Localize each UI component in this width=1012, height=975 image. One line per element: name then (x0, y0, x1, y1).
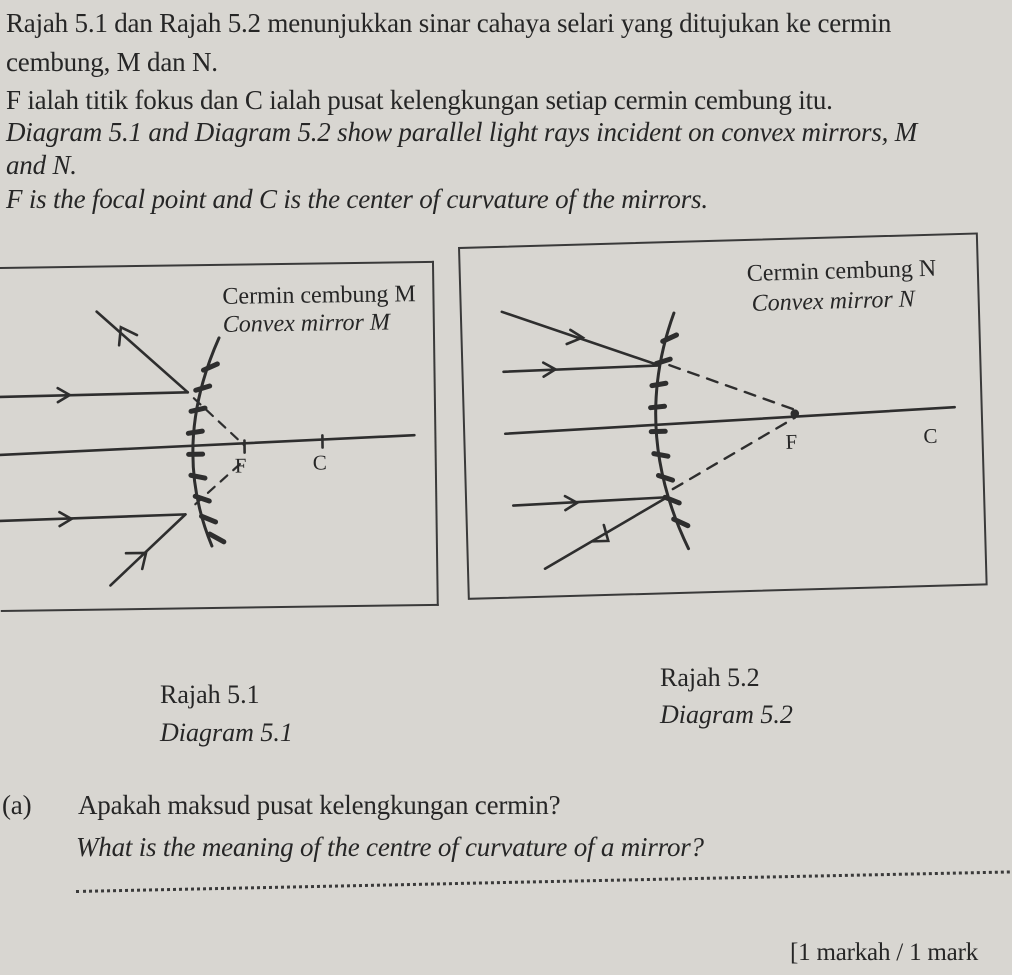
incident-ray-top (0, 392, 188, 397)
diagram-5-2-caption-english: Diagram 5.2 (660, 700, 793, 729)
virtual-ray-top (669, 362, 794, 413)
mirror-m-subtitle: Convex mirror M (222, 309, 391, 338)
answer-line[interactable] (76, 870, 1012, 893)
virtual-ray-bottom (671, 418, 797, 489)
intro-english-line-2: and N. (6, 150, 77, 180)
diagram-5-2-frame (458, 232, 988, 599)
intro-english-line-3: F is the focal point and C is the center of curvature of the mirrors. (6, 184, 708, 214)
reflected-ray-bottom (109, 514, 186, 585)
center-of-curvature-label-n: C (923, 423, 938, 449)
mirror-n-subtitle: Convex mirror N (751, 286, 916, 317)
focal-point-mark (792, 411, 798, 417)
virtual-ray-top (194, 398, 245, 447)
diagram-5-1-frame (0, 261, 439, 612)
incident-ray-bottom (513, 497, 667, 505)
mirror-n-title: Cermin cembung N (746, 255, 937, 287)
intro-malay-line-3: F ialah titik fokus dan C ialah pusat kelengkungan setiap cermin cembung itu. (6, 85, 833, 115)
diagram-5-1-caption: Rajah 5.1 (160, 680, 260, 709)
incident-ray-bottom (0, 514, 186, 521)
focal-point-label-n: F (785, 429, 798, 454)
diagram-5-1-caption-english: Diagram 5.1 (160, 718, 293, 747)
mirror-m-title: Cermin cembung M (222, 281, 416, 310)
center-of-curvature-label-m: C (312, 450, 327, 475)
diagram-5-2-caption: Rajah 5.2 (660, 663, 760, 692)
reflected-ray-top (97, 310, 188, 393)
focal-point-label-m: F (234, 453, 247, 478)
principal-axis (0, 435, 415, 455)
intro-malay-line-2: cembung, M dan N. (6, 47, 218, 77)
arrow-head (119, 327, 137, 345)
incident-ray-top (503, 365, 659, 371)
marks-label: [1 markah / 1 mark (790, 939, 979, 966)
intro-malay-line-1: Rajah 5.1 dan Rajah 5.2 menunjukkan sinar cahaya selari yang ditujukan ke cermin (6, 8, 892, 38)
question-text-english: What is the meaning of the centre of curvature of a mirror? (76, 832, 704, 862)
question-number: (a) (2, 790, 32, 820)
intro-english-line-1: Diagram 5.1 and Diagram 5.2 show parallel light rays incident on convex mirrors, M (6, 117, 918, 147)
principal-axis (505, 407, 955, 434)
question-text-malay: Apakah maksud pusat kelengkungan cermin? (78, 790, 561, 820)
